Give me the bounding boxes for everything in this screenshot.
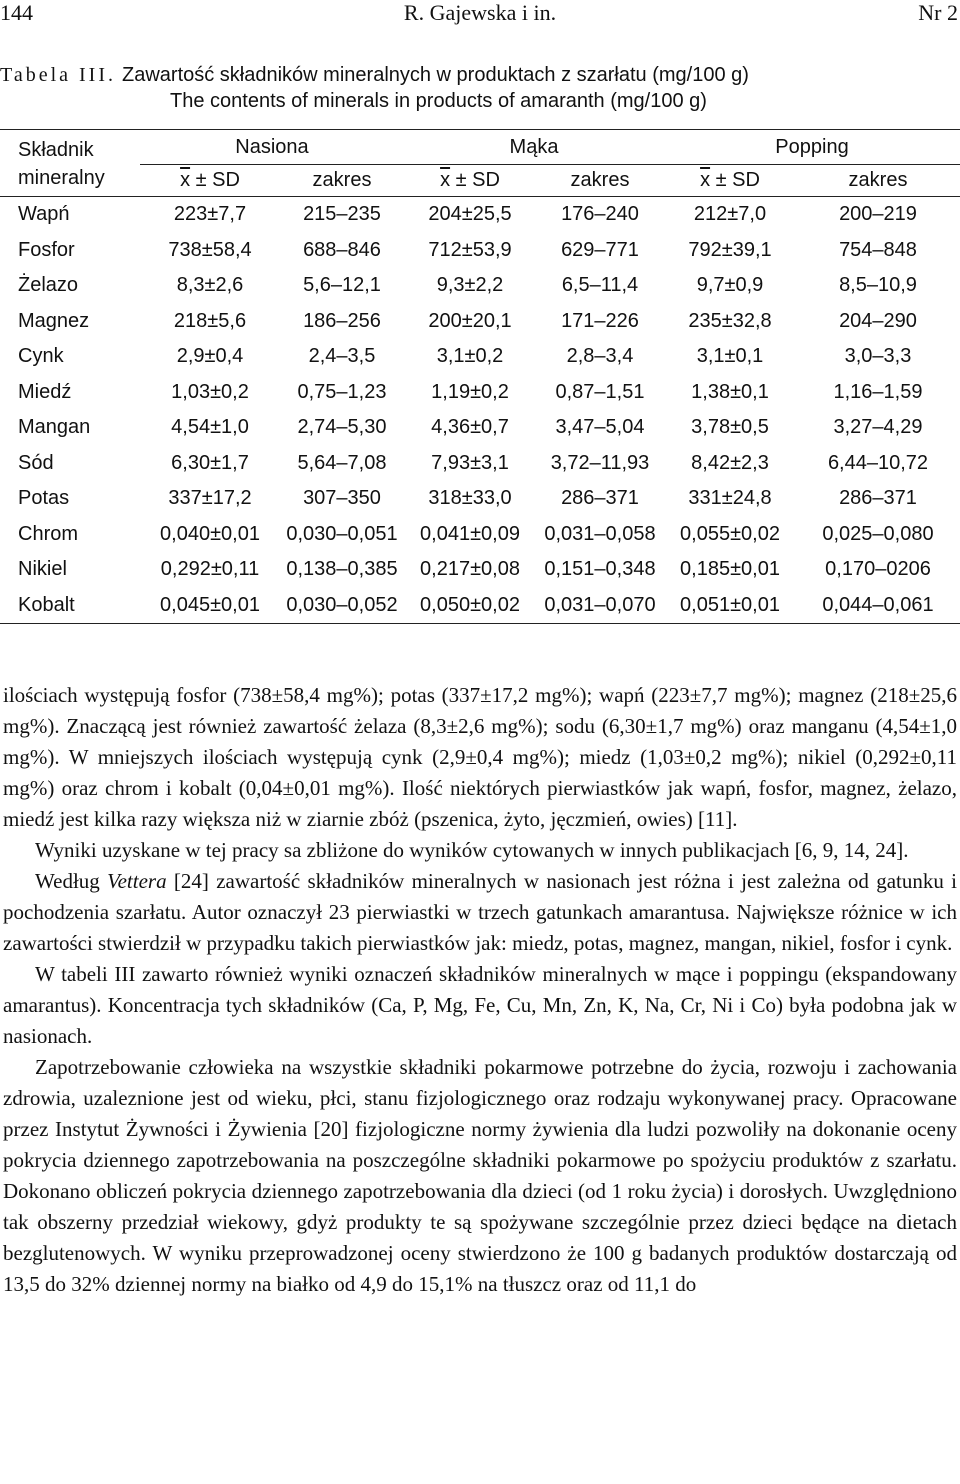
range-cell: 186–256 (303, 309, 381, 332)
range-cell: 8,5–10,9 (839, 274, 917, 297)
mineral-name: Potas (18, 487, 70, 510)
table-caption (0, 62, 960, 114)
table-row (0, 233, 960, 269)
mean-symbol: $\overline{x}$ (700, 169, 711, 191)
mineral-name: Kobalt (18, 593, 75, 616)
mineral-name: Sód (18, 451, 54, 474)
cited-author: Vettera (107, 869, 167, 893)
range-cell: 5,6–12,1 (303, 274, 381, 297)
range-cell: 754–848 (839, 238, 917, 261)
minerals-table (0, 129, 960, 624)
mean-sd-cell: 223±7,7 (173, 203, 247, 226)
table-row (0, 410, 960, 446)
subhead-range: zakres (796, 165, 960, 197)
range-cell: 0,138–0,385 (286, 558, 398, 581)
mineral-name: Chrom (18, 522, 79, 545)
table-label: Tabela III. (0, 64, 116, 86)
mineral-name: Mangan (18, 416, 91, 439)
mean-sd-cell: 9,3±2,2 (436, 274, 504, 297)
range-cell: 3,27–4,29 (833, 416, 923, 439)
paragraph-2: Wyniki uzyskane w tej pracy sa zbliżone do wyników cytowanych w innych publikacjach [6, 9, 14, 24]. (35, 838, 909, 862)
range-cell: 0,170–0206 (825, 558, 931, 581)
mean-sd-cell: 212±7,0 (693, 203, 767, 226)
range-cell: 0,87–1,51 (555, 380, 645, 403)
mean-sd-text: ± SD (190, 169, 240, 191)
mean-sd-cell: 3,78±0,5 (691, 416, 769, 439)
range-cell: 0,151–0,348 (544, 558, 656, 581)
range-cell: 3,0–3,3 (844, 345, 912, 368)
mean-sd-cell: 7,93±3,1 (431, 451, 509, 474)
paragraph-3 (3, 866, 957, 959)
mineral-name: Wapń (18, 203, 70, 226)
mean-sd-cell: 3,1±0,2 (436, 345, 504, 368)
range-cell: 204–290 (839, 309, 917, 332)
table-row (0, 375, 960, 411)
group-header-maka: Mąka (509, 135, 559, 158)
mean-sd-cell: 0,040±0,01 (160, 522, 260, 545)
mean-sd-cell: 3,1±0,1 (696, 345, 764, 368)
mean-sd-cell: 6,30±1,7 (171, 451, 249, 474)
group-header-popping: Popping (775, 135, 849, 158)
subhead-range: zakres (536, 165, 664, 197)
table-row (0, 517, 960, 553)
mean-sd-cell: 0,217±0,08 (420, 558, 520, 581)
mean-sd-cell: 318±33,0 (428, 487, 512, 510)
table-row (0, 197, 960, 233)
table-row (0, 588, 960, 624)
mean-sd-cell: 4,54±1,0 (171, 416, 249, 439)
rowhead-line-2: mineralny (18, 167, 105, 189)
range-cell: 286–371 (561, 487, 639, 510)
table-row (0, 481, 960, 517)
range-cell: 0,031–0,058 (544, 522, 656, 545)
paragraph-1: ilościach występują fosfor (738±58,4 mg%); potas (337±17,2 mg%); wapń (223±7,7 mg%); magnez (218±25,6 mg%). Znaczącą jest również zawartość żelaza (8,3±2,6 mg%); sodu (6,30±1,7 mg%) oraz manganu (4,54±1,0 mg%). W mniejszych ilościach występują cynk (2,9±0,4 mg%); miedz (1,03±0,2 mg%); nikiel (0,292±0,11 mg%) oraz chrom i kobalt (0,04±0,01 mg%). Ilość niektórych pierwiastków jak wapń, fosfor, magnez, żelazo, miedź jest kilka razy większa niż w ziarnie zbóż (pszenica, żyto, jęczmień, owies) [11]. (3, 683, 957, 831)
range-cell: 171–226 (561, 309, 639, 332)
range-cell: 0,025–0,080 (822, 522, 934, 545)
mean-sd-cell: 8,42±2,3 (691, 451, 769, 474)
table-header-groups (0, 130, 960, 165)
table-row (0, 304, 960, 340)
mean-sd-cell: 331±24,8 (688, 487, 772, 510)
body-text (3, 680, 957, 1300)
mean-sd-cell: 337±17,2 (168, 487, 252, 510)
mean-sd-cell: 218±5,6 (173, 309, 247, 332)
paragraph-3-lead: Według (35, 869, 108, 893)
mean-sd-text: ± SD (450, 169, 500, 191)
range-cell: 688–846 (303, 238, 381, 261)
range-cell: 1,16–1,59 (833, 380, 923, 403)
table-row (0, 268, 960, 304)
mean-sd-cell: 0,292±0,11 (160, 558, 260, 581)
table-row (0, 552, 960, 588)
mineral-name: Nikiel (18, 558, 67, 581)
running-head (0, 0, 960, 30)
rowhead-line-1: Składnik (18, 139, 94, 161)
range-cell: 629–771 (561, 238, 639, 261)
range-cell: 286–371 (839, 487, 917, 510)
mineral-name: Fosfor (18, 238, 75, 261)
mineral-name: Magnez (18, 309, 90, 332)
mean-sd-cell: 1,38±0,1 (691, 380, 769, 403)
mineral-name: Żelazo (18, 274, 79, 297)
page-number: 144 (0, 0, 33, 25)
mean-sd-text: ± SD (710, 169, 760, 191)
range-cell: 3,47–5,04 (555, 416, 645, 439)
table-title-pl: Zawartość składników mineralnych w produktach z szarłatu (mg/100 g) (122, 64, 749, 86)
mean-sd-cell: 1,03±0,2 (171, 380, 249, 403)
range-cell: 0,031–0,070 (544, 593, 656, 616)
range-cell: 307–350 (303, 487, 381, 510)
mean-sd-cell: 0,045±0,01 (160, 593, 260, 616)
range-cell: 215–235 (303, 203, 381, 226)
mean-sd-cell: 0,050±0,02 (420, 593, 520, 616)
paragraph-5: Zapotrzebowanie człowieka na wszystkie składniki pokarmowe potrzebne do życia, rozwoju i zachowania zdrowia, uzaleznione jest od wieku, płci, stanu fizjologicznego oraz rodzaju wykonywanej pracy. Opracowane przez Instytut Żywności i Żywienia [20] fizjologiczne normy żywienia dla ludzi pozwoliły na dokonanie oceny pokrycia dziennego zapotrzebowania na poszczególne składniki pokarmowe po spożyciu produktów z szarłatu. Dokonano obliczeń pokrycia dziennego zapotrzebowania dla dzieci (od 1 roku życia) i dorosłych. Uwzględniono tak obszerny przedział wiekowy, gdyż produkty te są spożywane szczególnie przez dzieci będące na dietach bezglutenowych. W wyniku przeprowadzonej oceny stwierdzono że 100 g badanych produktów dostarczają od 13,5 do 32% dziennej normy na białko od 4,9 do 15,1% na tłuszcz oraz od 11,1 do (3, 1055, 957, 1296)
range-cell: 2,74–5,30 (297, 416, 387, 439)
table-body (0, 197, 960, 624)
range-cell: 176–240 (561, 203, 639, 226)
group-header-nasiona: Nasiona (235, 135, 309, 158)
range-cell: 6,44–10,72 (827, 451, 929, 474)
mineral-name: Miedź (18, 380, 72, 403)
subhead-mean-sd (664, 165, 796, 197)
table-title-en: The contents of minerals in products of amaranth (mg/100 g) (170, 90, 707, 112)
mean-sd-cell: 9,7±0,9 (696, 274, 764, 297)
mean-sd-cell: 4,36±0,7 (431, 416, 509, 439)
paragraph-3-rest: [24] zawartość składników mineralnych w nasionach jest różna i jest zależna od gatunku i pochodzenia szarłatu. Autor oznaczył 23 pierwiastki w trzech gatunkach amarantusa. Największe różnice w ich zawartości stwierdził w przypadku takich pierwiastków jak: miedz, potas, magnez, mangan, nikiel, fosfor i cynk. (3, 869, 958, 955)
mean-sd-cell: 0,185±0,01 (680, 558, 780, 581)
issue-number: Nr 2 (918, 0, 958, 25)
paragraph-4: W tabeli III zawarto również wyniki oznaczeń składników mineralnych w mące i poppingu (ekspandowany amarantus). Koncentracja tych składników (Ca, P, Mg, Fe, Cu, Mn, Zn, K, Na, Cr, Ni i Co) była podobna jak w nasionach. (3, 962, 957, 1048)
mean-sd-cell: 712±53,9 (428, 238, 512, 261)
range-cell: 2,4–3,5 (308, 345, 376, 368)
range-cell: 0,75–1,23 (297, 380, 387, 403)
range-cell: 200–219 (839, 203, 917, 226)
mean-sd-cell: 0,055±0,02 (680, 522, 780, 545)
mean-sd-cell: 200±20,1 (428, 309, 512, 332)
subhead-mean-sd (404, 165, 536, 197)
range-cell: 5,64–7,08 (297, 451, 387, 474)
range-cell: 3,72–11,93 (550, 451, 650, 474)
range-cell: 2,8–3,4 (566, 345, 634, 368)
mean-symbol: $\overline{x}$ (440, 169, 451, 191)
mean-sd-cell: 8,3±2,6 (176, 274, 244, 297)
subhead-mean-sd (140, 165, 280, 197)
range-cell: 0,030–0,052 (286, 593, 398, 616)
running-head-authors: R. Gajewska i in. (403, 0, 557, 25)
mean-sd-cell: 0,051±0,01 (680, 593, 780, 616)
range-cell: 6,5–11,4 (561, 274, 639, 297)
table-header-subheads (0, 165, 960, 197)
mean-sd-cell: 235±32,8 (688, 309, 772, 332)
mean-symbol: $\overline{x}$ (180, 169, 191, 191)
mean-sd-cell: 2,9±0,4 (176, 345, 244, 368)
mean-sd-cell: 1,19±0,2 (431, 380, 509, 403)
subhead-range: zakres (280, 165, 404, 197)
mean-sd-cell: 204±25,5 (428, 203, 512, 226)
mean-sd-cell: 0,041±0,09 (420, 522, 520, 545)
table-row (0, 446, 960, 482)
mean-sd-cell: 792±39,1 (688, 238, 772, 261)
mean-sd-cell: 738±58,4 (168, 238, 252, 261)
range-cell: 0,044–0,061 (822, 593, 934, 616)
table-row (0, 339, 960, 375)
range-cell: 0,030–0,051 (286, 522, 398, 545)
mineral-name: Cynk (18, 345, 64, 368)
rowhead-cell (0, 130, 140, 197)
